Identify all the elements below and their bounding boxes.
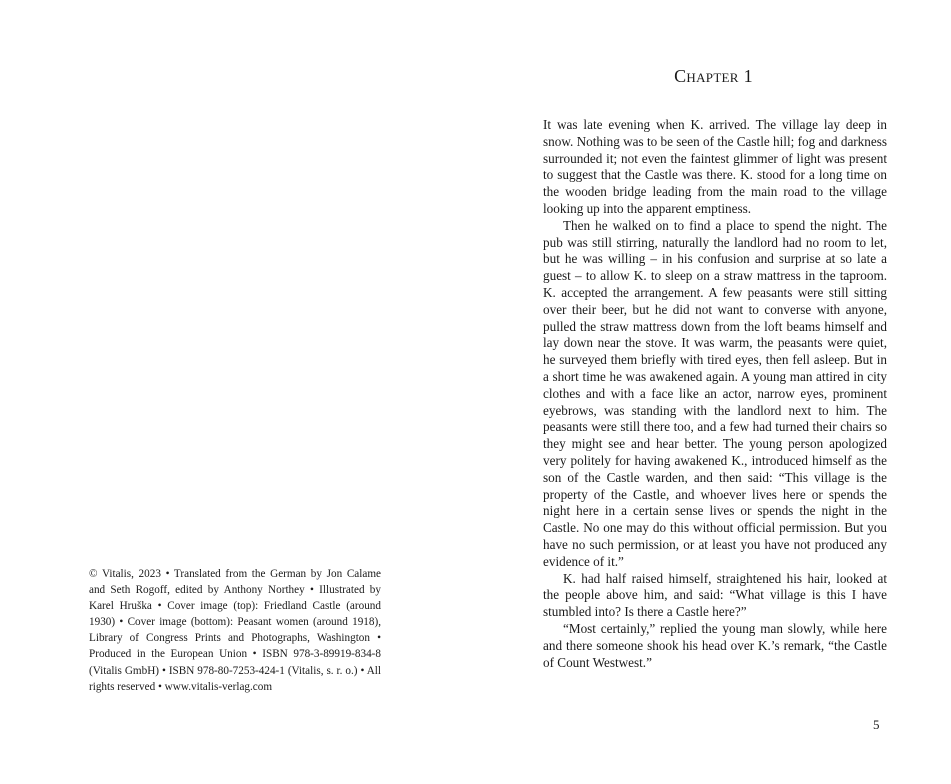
paragraph: It was late evening when K. arrived. The village lay deep in snow. Nothing was to be seen of the Castle hill; fog and darkness surrounded it; not even the faintest glimmer of light was present to suggest that the Castle was there. K. stood for a long time on the wooden bridge leading from the main road to the village looking up into the apparent emptiness. bbox=[543, 117, 887, 216]
chapter-title: Chapter 1 bbox=[674, 66, 753, 86]
chapter-body bbox=[543, 117, 887, 671]
copyright-imprint: © Vitalis, 2023 • Translated from the German by Jon Calame and Seth Rogoff, edited by Anthony Northey • Illustrated by Karel Hruška • Cover image (top): Friedland Castle (around 1930) • Cover image (bottom): Peasant women (around 1918), Library of Congress Prints and Photographs, Washington • Produced in the European Union • ISBN 978-3-89919-834-8 (Vitalis GmbH) • ISBN 978-80-7253-424-1 (Vitalis, s. r. o.) • All rights reserved • www.vitalis-verlag.com bbox=[89, 568, 381, 693]
page-number: 5 bbox=[873, 717, 880, 732]
paragraph: K. had half raised himself, straightened his hair, looked at the people above him, and said: “What village is this I have stumbled into? Is there a Castle here?” bbox=[543, 570, 887, 620]
paragraph: Then he walked on to find a place to spend the night. The pub was still stirring, naturally the landlord had no room to let, but he was willing – in his confusion and surprise at so late a guest – to allow K. to sleep on a straw mattress in the taproom. K. accepted the arrangement. A few peasants were still sitting over their beer, but he did not want to converse with anyone, pulled the straw mattress down from the loft beams himself and lay down near the stove. It was warm, the peasants were quiet, he surveyed them briefly with tired eyes, then fell asleep. But in a short time he was awakened again. A young man attired in city clothes and with a face like an actor, narrow eyes, prominent eyebrows, was standing with the landlord next to him. The peasants were still there too, and a few had turned their chairs so they might see and hear better. The young person apologized very politely for having awakened K., introduced himself as the son of the Castle warden, and then said: “This village is the property of the Castle, and whoever lives here or spends the night here in a certain sense lives or spends the night in the Castle. No one may do this without official permission. But you have no such permission, or at least you have not produced any evidence of it.” bbox=[543, 217, 887, 569]
paragraph: “Most certainly,” replied the young man slowly, while here and there someone shook his head over K.’s remark, “the Castle of Count Westwest.” bbox=[543, 620, 887, 670]
